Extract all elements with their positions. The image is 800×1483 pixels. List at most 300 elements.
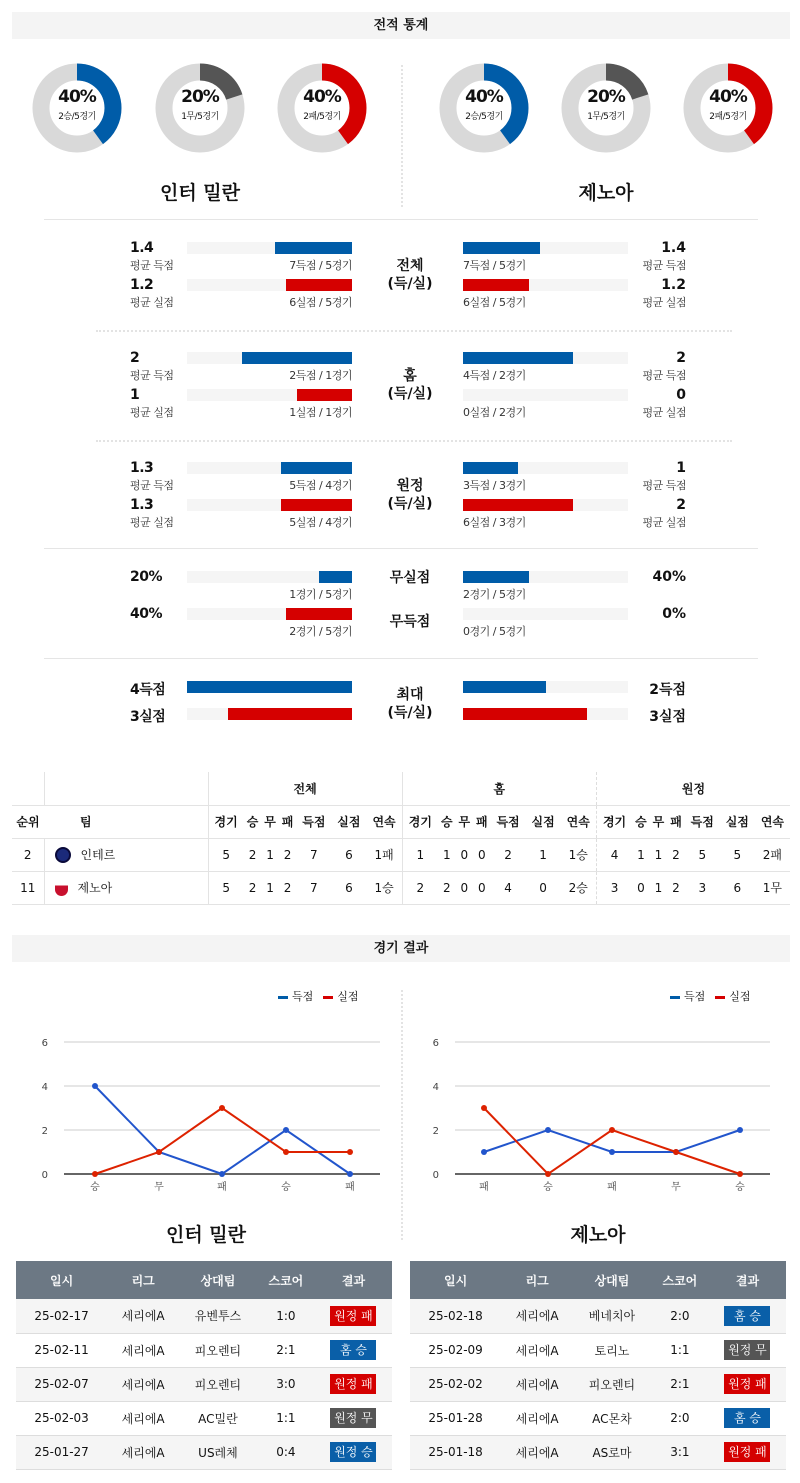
- col-패: 패: [667, 805, 685, 838]
- stat-cell: 0: [473, 838, 491, 871]
- legend-swatch: [323, 996, 333, 999]
- away-count: 4득점 / 2경기: [463, 369, 526, 382]
- bar-fill-red: [281, 499, 352, 511]
- home-value: 1.3: [130, 497, 154, 513]
- col-연속: 연속: [561, 805, 597, 838]
- league: 세리에A: [107, 1435, 179, 1469]
- bar-track: [463, 389, 628, 401]
- league: 세리에A: [501, 1367, 573, 1401]
- bar-track: [463, 608, 628, 620]
- section-title-results: 경기 결과: [12, 935, 790, 962]
- team-name-home: 인터 밀란: [159, 182, 241, 204]
- stat-cell: 0: [632, 871, 650, 904]
- opp: AC밀란: [179, 1401, 257, 1435]
- x-tick-label: 무: [154, 1182, 164, 1193]
- donut-percent: 20%: [587, 87, 625, 107]
- col-연속: 연속: [755, 805, 790, 838]
- bar-track: [463, 279, 628, 291]
- result: [315, 1299, 392, 1333]
- data-point: [156, 1149, 162, 1155]
- bar-fill-blue: [463, 571, 529, 583]
- col-득점: 득점: [491, 805, 526, 838]
- data-point: [609, 1127, 615, 1133]
- group-header: 전체: [208, 772, 402, 805]
- away-value: 0%: [662, 606, 686, 622]
- home-value: 1.4: [130, 240, 154, 256]
- home-label: 평균 실점: [130, 516, 174, 529]
- legend-swatch: [670, 996, 680, 999]
- header-row: [410, 1261, 786, 1299]
- away-count: 3득점 / 3경기: [463, 479, 526, 492]
- col-득점: 득점: [685, 805, 720, 838]
- col-패: 패: [279, 805, 297, 838]
- away-label: 평균 실점: [642, 516, 686, 529]
- stat-cell: 1: [261, 871, 279, 904]
- result-badge: 홈 승: [724, 1306, 770, 1326]
- bar-track: [187, 352, 352, 364]
- home-count: 2경기 / 5경기: [289, 625, 352, 638]
- col-header: 리그: [501, 1261, 573, 1299]
- donut-caption: 2패/5경기: [303, 112, 341, 122]
- col-team: 팀: [44, 805, 208, 838]
- bar-track: [187, 708, 352, 720]
- table-row: [410, 1435, 786, 1469]
- home-count: 1경기 / 5경기: [289, 588, 352, 601]
- table-row: [410, 1367, 786, 1401]
- stat-cell: 2: [402, 871, 438, 904]
- stat-cell: 0: [473, 871, 491, 904]
- legend-label: 득점: [292, 990, 314, 1003]
- stat-category-label: 전체: [396, 258, 424, 274]
- score: 0:4: [257, 1435, 315, 1469]
- donut-caption: 2승/5경기: [465, 112, 503, 122]
- opp: 토리노: [573, 1333, 651, 1367]
- data-point: [347, 1149, 353, 1155]
- stat-cell: 6: [720, 871, 755, 904]
- data-point: [737, 1171, 743, 1177]
- col-header: 리그: [107, 1261, 179, 1299]
- league: 세리에A: [501, 1435, 573, 1469]
- stat-cell: 7: [296, 838, 331, 871]
- date: 25-01-18: [410, 1435, 501, 1469]
- bar-fill-blue: [463, 242, 540, 254]
- bar-fill-red: [463, 708, 587, 720]
- opp: 베네치아: [573, 1299, 651, 1333]
- donut-blue: [439, 63, 529, 153]
- league: 세리에A: [501, 1401, 573, 1435]
- bar-fill-blue: [463, 462, 518, 474]
- donut-caption: 2패/5경기: [709, 112, 747, 122]
- col-실점: 실점: [526, 805, 561, 838]
- score: 1:1: [257, 1401, 315, 1435]
- col-승: 승: [244, 805, 262, 838]
- legend-label: 실점: [729, 990, 751, 1003]
- stat-cell: 2: [279, 838, 297, 871]
- x-tick-label: 승: [90, 1182, 100, 1193]
- col-header: 스코어: [257, 1261, 315, 1299]
- col-실점: 실점: [720, 805, 755, 838]
- bar-track: [463, 462, 628, 474]
- result-badge: 원정 패: [724, 1442, 770, 1462]
- legend-label: 실점: [337, 990, 359, 1003]
- stat-category: 무실점: [389, 570, 431, 586]
- result-badge: 원정 패: [330, 1374, 376, 1394]
- bar-fill-red: [286, 279, 352, 291]
- group-header: 원정: [596, 772, 790, 805]
- opp: AS로마: [573, 1435, 651, 1469]
- date: 25-02-17: [16, 1299, 107, 1333]
- stat-cell: 2패: [755, 838, 790, 871]
- opp: 피오렌티: [179, 1333, 257, 1367]
- x-tick-label: 패: [479, 1182, 489, 1193]
- col-header: 일시: [16, 1261, 107, 1299]
- away-count: 7득점 / 5경기: [463, 259, 526, 272]
- result: [709, 1435, 786, 1469]
- donut-percent: 40%: [465, 87, 503, 107]
- group-header: 홈: [402, 772, 596, 805]
- stat-cell: 6: [331, 871, 366, 904]
- stat-category: [360, 257, 460, 293]
- home-label: 평균 실점: [130, 296, 174, 309]
- away-value: 1.4: [661, 240, 686, 256]
- bar-track: [463, 708, 628, 720]
- result: [709, 1333, 786, 1367]
- bar-track: [187, 279, 352, 291]
- donut-caption: 1무/5경기: [181, 112, 219, 122]
- home-value: 2: [130, 350, 140, 366]
- col-승: 승: [438, 805, 456, 838]
- bar-fill-red: [286, 608, 352, 620]
- results-line-charts: [0, 980, 800, 1200]
- col-경기: 경기: [208, 805, 244, 838]
- home-label: 평균 득점: [130, 259, 174, 272]
- away-value: 2득점: [649, 682, 686, 698]
- legend-swatch: [715, 996, 725, 999]
- stat-category-label: (득/실): [387, 386, 433, 402]
- result-badge: 홈 승: [330, 1340, 376, 1360]
- stat-cell: 1승: [561, 838, 597, 871]
- bar-track: [463, 499, 628, 511]
- stat-cell: 3: [596, 871, 632, 904]
- home-count: 7득점 / 5경기: [289, 259, 352, 272]
- stat-cell: 5: [685, 838, 720, 871]
- table-row: [16, 1333, 392, 1367]
- col-무: 무: [650, 805, 668, 838]
- stat-cell: 1무: [755, 871, 790, 904]
- table-row: [16, 1299, 392, 1333]
- data-point: [347, 1171, 353, 1177]
- table-row: [16, 1435, 392, 1469]
- result: [315, 1333, 392, 1367]
- league: 세리에A: [107, 1299, 179, 1333]
- results-table-away: [410, 1261, 786, 1470]
- bar-fill-blue: [319, 571, 352, 583]
- opp: 피오렌티: [573, 1367, 651, 1401]
- divider: [44, 658, 758, 659]
- y-tick-label: 2: [41, 1126, 48, 1137]
- legend-label: 득점: [684, 990, 706, 1003]
- y-tick-label: 2: [432, 1126, 439, 1137]
- home-label: 평균 득점: [130, 479, 174, 492]
- home-value: 4득점: [130, 682, 166, 698]
- bar-track: [187, 462, 352, 474]
- stat-cell: 0: [526, 871, 561, 904]
- col-실점: 실점: [331, 805, 366, 838]
- x-tick-label: 패: [607, 1182, 617, 1193]
- col-승: 승: [632, 805, 650, 838]
- result: [315, 1401, 392, 1435]
- data-point: [609, 1149, 615, 1155]
- away-value: 2: [676, 350, 686, 366]
- away-value: 3실점: [649, 709, 686, 725]
- bar-track: [187, 242, 352, 254]
- donut-gray: [155, 63, 245, 153]
- away-value: 0: [676, 387, 686, 403]
- date: 25-02-02: [410, 1367, 501, 1401]
- away-count: 6실점 / 3경기: [463, 516, 526, 529]
- stat-cell: 5: [208, 871, 244, 904]
- table-row: [410, 1333, 786, 1367]
- table-row: [12, 838, 790, 871]
- bar-fill-red: [297, 389, 352, 401]
- opp: US레체: [179, 1435, 257, 1469]
- data-point: [673, 1149, 679, 1155]
- donut-red: [683, 63, 773, 153]
- bar-fill-blue: [187, 681, 352, 693]
- stat-cell: 5: [208, 838, 244, 871]
- genoa-crest-icon: [55, 880, 68, 896]
- result: [315, 1435, 392, 1469]
- stat-cell: 1: [650, 871, 668, 904]
- home-value: 3실점: [130, 709, 166, 725]
- chart-team-away: 제노아: [570, 1224, 626, 1246]
- date: 25-01-27: [16, 1435, 107, 1469]
- col-득점: 득점: [296, 805, 331, 838]
- y-tick-label: 0: [41, 1170, 48, 1181]
- col-header: 상대팀: [573, 1261, 651, 1299]
- data-point: [283, 1149, 289, 1155]
- results-table-home: [16, 1261, 392, 1470]
- data-point: [737, 1127, 743, 1133]
- score: 2:0: [651, 1299, 709, 1333]
- bar-track: [187, 499, 352, 511]
- opp: 유벤투스: [179, 1299, 257, 1333]
- bar-track: [187, 389, 352, 401]
- stat-cell: 4: [596, 838, 632, 871]
- stat-category-label: 홈: [403, 368, 417, 384]
- away-label: 평균 실점: [642, 296, 686, 309]
- away-count: 0경기 / 5경기: [463, 625, 526, 638]
- stat-category-label: 최대: [396, 687, 424, 703]
- result: [709, 1299, 786, 1333]
- col-경기: 경기: [402, 805, 438, 838]
- divider: [401, 65, 403, 207]
- bar-fill-red: [228, 708, 352, 720]
- team-cell: [44, 838, 208, 871]
- series-line-실점: [484, 1108, 740, 1174]
- stat-cell: 2: [438, 871, 456, 904]
- date: 25-02-11: [16, 1333, 107, 1367]
- data-point: [219, 1171, 225, 1177]
- table-row: [16, 1367, 392, 1401]
- stat-cell: 1: [632, 838, 650, 871]
- stat-cell: 4: [491, 871, 526, 904]
- stat-cell: 2: [244, 871, 262, 904]
- stat-cell: 5: [720, 838, 755, 871]
- team-name-away: 제노아: [578, 182, 634, 204]
- away-label: 평균 득점: [642, 479, 686, 492]
- bar-fill-blue: [242, 352, 352, 364]
- table-row: [16, 1401, 392, 1435]
- stat-cell: 1: [526, 838, 561, 871]
- table-row: [410, 1401, 786, 1435]
- x-tick-label: 무: [671, 1182, 681, 1193]
- home-label: 평균 실점: [130, 406, 174, 419]
- bar-track: [187, 608, 352, 620]
- col-header: 스코어: [651, 1261, 709, 1299]
- home-count: 5실점 / 4경기: [289, 516, 352, 529]
- donut-gray: [561, 63, 651, 153]
- y-tick-label: 6: [41, 1038, 48, 1049]
- rank: 11: [12, 871, 44, 904]
- divider: [44, 219, 758, 220]
- data-point: [92, 1083, 98, 1089]
- y-tick-label: 4: [41, 1082, 48, 1093]
- stat-category: [360, 477, 460, 513]
- y-tick-label: 4: [432, 1082, 439, 1093]
- bar-track: [187, 681, 352, 693]
- stat-cell: 2: [667, 838, 685, 871]
- rank: 2: [12, 838, 44, 871]
- score: 2:1: [651, 1367, 709, 1401]
- stat-cell: 2: [244, 838, 262, 871]
- result-badge: 원정 승: [330, 1442, 376, 1462]
- away-label: 평균 득점: [642, 259, 686, 272]
- team-name: 제노아: [77, 880, 113, 895]
- divider: [96, 440, 732, 442]
- col-header: 결과: [315, 1261, 392, 1299]
- league: 세리에A: [107, 1367, 179, 1401]
- donut-percent: 20%: [181, 87, 219, 107]
- league: 세리에A: [501, 1333, 573, 1367]
- data-point: [481, 1149, 487, 1155]
- stat-category-label: (득/실): [387, 276, 433, 292]
- stat-cell: 7: [296, 871, 331, 904]
- away-value: 2: [676, 497, 686, 513]
- team-cell: [44, 871, 208, 904]
- away-count: 0실점 / 2경기: [463, 406, 526, 419]
- col-연속: 연속: [366, 805, 402, 838]
- donut-blue: [32, 63, 122, 153]
- stat-cell: 2: [279, 871, 297, 904]
- result: [709, 1367, 786, 1401]
- standings-table: [12, 772, 790, 905]
- home-label: 평균 득점: [130, 369, 174, 382]
- col-header: 결과: [709, 1261, 786, 1299]
- score: 1:0: [257, 1299, 315, 1333]
- home-value: 20%: [130, 569, 163, 585]
- bar-track: [463, 681, 628, 693]
- stat-category: [360, 686, 460, 722]
- chart-legend: [268, 988, 359, 1004]
- bar-fill-red: [463, 279, 529, 291]
- stat-cell: 1: [650, 838, 668, 871]
- col-무: 무: [456, 805, 474, 838]
- home-value: 1.2: [130, 277, 154, 293]
- header-row: [16, 1261, 392, 1299]
- result-badge: 홈 승: [724, 1408, 770, 1428]
- score: 3:0: [257, 1367, 315, 1401]
- stat-category-label: 원정: [396, 478, 424, 494]
- bar-track: [463, 571, 628, 583]
- col-header: 일시: [410, 1261, 501, 1299]
- away-value: 1.2: [661, 277, 686, 293]
- donut-percent: 40%: [58, 87, 96, 107]
- score: 2:1: [257, 1333, 315, 1367]
- bar-fill-blue: [463, 352, 573, 364]
- bar-track: [463, 352, 628, 364]
- data-point: [545, 1171, 551, 1177]
- result: [709, 1401, 786, 1435]
- donut-red: [277, 63, 367, 153]
- stat-category-label: (득/실): [387, 496, 433, 512]
- donut-caption: 2승/5경기: [58, 112, 96, 122]
- away-count: 6실점 / 5경기: [463, 296, 526, 309]
- data-point: [545, 1127, 551, 1133]
- x-tick-label: 승: [543, 1182, 553, 1193]
- donut-percent: 40%: [709, 87, 747, 107]
- donut-caption: 1무/5경기: [587, 112, 625, 122]
- inter-crest-icon: [55, 847, 71, 863]
- stat-cell: 6: [331, 838, 366, 871]
- series-line-실점: [95, 1108, 350, 1174]
- home-count: 2득점 / 1경기: [289, 369, 352, 382]
- date: 25-01-28: [410, 1401, 501, 1435]
- col-rank: 순위: [12, 805, 44, 838]
- score: 3:1: [651, 1435, 709, 1469]
- stat-cell: 1: [402, 838, 438, 871]
- stat-cell: 0: [456, 871, 474, 904]
- result-badge: 원정 패: [330, 1306, 376, 1326]
- date: 25-02-18: [410, 1299, 501, 1333]
- stat-cell: 1: [261, 838, 279, 871]
- stat-cell: 0: [456, 838, 474, 871]
- stat-cell: 2: [667, 871, 685, 904]
- stat-cell: 3: [685, 871, 720, 904]
- away-label: 평균 득점: [642, 369, 686, 382]
- bar-track: [187, 571, 352, 583]
- bar-track: [463, 242, 628, 254]
- x-tick-label: 패: [217, 1182, 227, 1193]
- bar-fill-red: [463, 499, 573, 511]
- away-value: 40%: [652, 569, 686, 585]
- stat-category: 무득점: [389, 614, 431, 630]
- col-header: 상대팀: [179, 1261, 257, 1299]
- col-무: 무: [261, 805, 279, 838]
- date: 25-02-09: [410, 1333, 501, 1367]
- stat-category: [360, 367, 460, 403]
- section-title-stats: 전적 통계: [12, 12, 790, 39]
- team-name: 인테르: [80, 847, 116, 862]
- col-패: 패: [473, 805, 491, 838]
- y-tick-label: 0: [432, 1170, 439, 1181]
- league: 세리에A: [107, 1401, 179, 1435]
- divider: [96, 330, 732, 332]
- result-badge: 원정 무: [724, 1340, 770, 1360]
- league: 세리에A: [501, 1299, 573, 1333]
- league: 세리에A: [107, 1333, 179, 1367]
- home-count: 1실점 / 1경기: [289, 406, 352, 419]
